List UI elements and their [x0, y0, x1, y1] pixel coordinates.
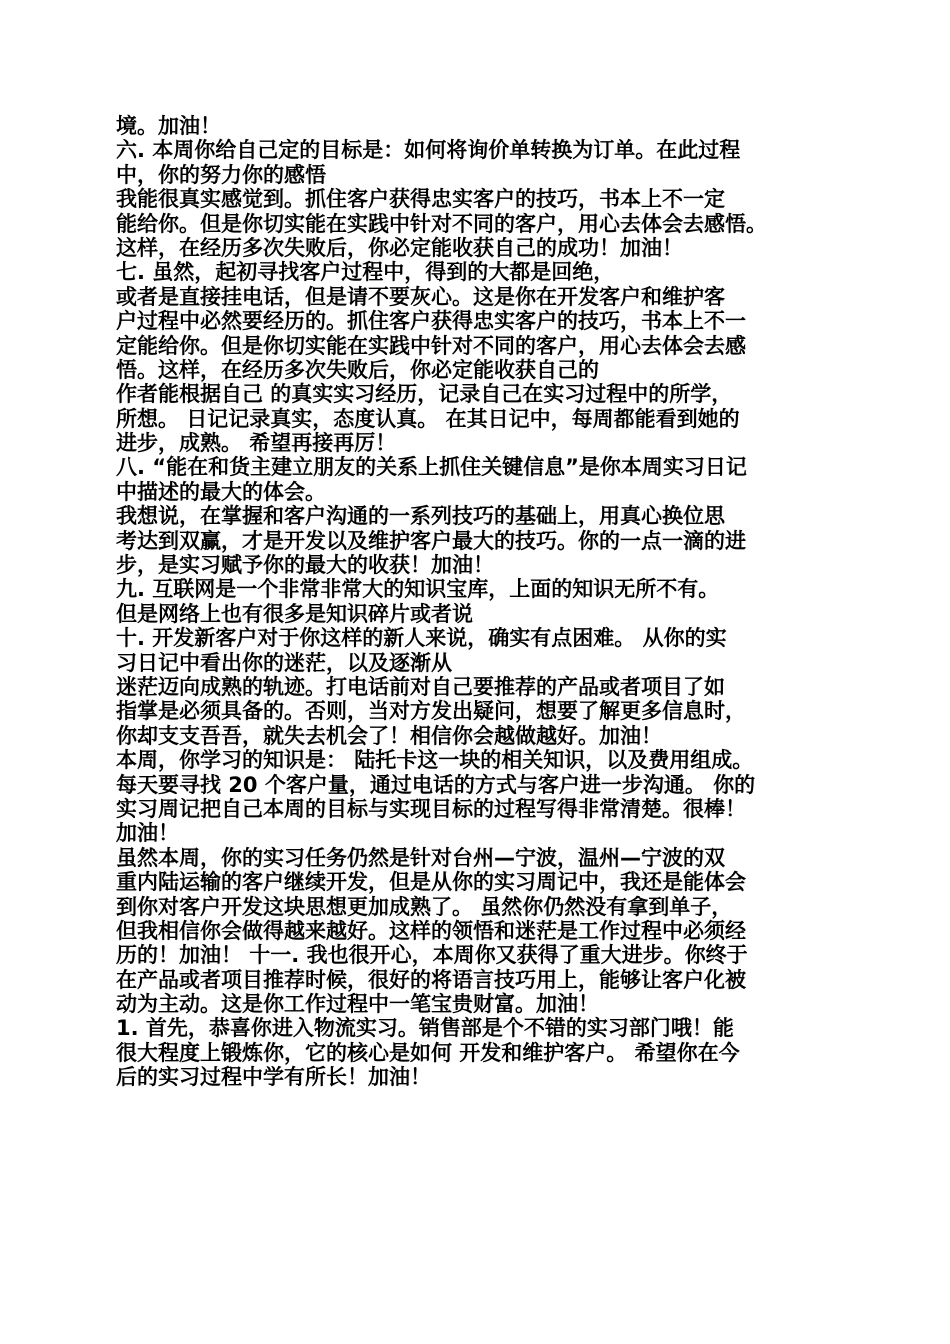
text-line: 指掌是必须具备的。否则，当对方发出疑问，想要了解更多信息时，: [116, 699, 746, 724]
text-line: 悟。这样，在经历多次失败后，你必定能收获自己的: [116, 357, 599, 382]
text-line: 境。加油！: [116, 114, 221, 138]
text-line: 步，是实习赋予你的最大的收获！加油！: [116, 553, 494, 578]
text-line: 九. 互联网是一个非常非常大的知识宝库，上面的知识无所不有。: [116, 577, 720, 602]
text-line: 作者能根据自己 的真实实习经历，记录自己在实习过程中的所学，: [116, 382, 733, 407]
text-line: 八. “能在和货主建立朋友的关系上抓住关键信息”是你本周实习日记: [116, 455, 747, 480]
text-line: 本周，你学习的知识是： 陆托卡这一块的相关知识，以及费用组成。: [116, 748, 754, 773]
text-line: 定能给你。但是你切实能在实践中针对不同的客户，用心去体会去感: [116, 333, 746, 358]
text-line: 中，你的努力你的感悟: [116, 162, 326, 187]
text-line: 历的！加油！ 十一. 我也很开心，本周你又获得了重大进步。你终于: [116, 943, 748, 968]
text-line: 我能很真实感觉到。抓住客户获得忠实客户的技巧，书本上不一定: [116, 187, 725, 212]
text-line: 动为主动。这是你工作过程中一笔宝贵财富。加油！: [116, 992, 599, 1017]
text-line: 能给你。但是你切实能在实践中针对不同的客户，用心去体会去感悟。: [116, 211, 767, 236]
text-line: 到你对客户开发这块思想更加成熟了。 虽然你仍然没有拿到单子，: [116, 894, 733, 919]
text-line: 考达到双赢，才是开发以及维护客户最大的技巧。你的一点一滴的进: [116, 528, 746, 553]
text-line: 但是网络上也有很多是知识碎片或者说: [116, 601, 473, 626]
text-line: 实习周记把自己本周的目标与实现目标的过程写得非常清楚。很棒！: [116, 796, 746, 821]
text-line: 所想。 日记记录真实，态度认真。 在其日记中，每周都能看到她的: [116, 406, 740, 431]
text-line: 习日记中看出你的迷茫，以及逐渐从: [116, 650, 452, 675]
text-line: 我想说，在掌握和客户沟通的一系列技巧的基础上，用真心换位思: [116, 504, 725, 529]
text-line: 但我相信你会做得越来越好。这样的领悟和迷茫是工作过程中必须经: [116, 918, 746, 943]
text-line: 每天要寻找 20 个客户量，通过电话的方式与客户进一步沟通。 你的: [116, 772, 756, 797]
text-line: 七. 虽然，起初寻找客户过程中，得到的大都是回绝，: [116, 260, 615, 285]
text-line: 进步，成熟。 希望再接再厉！: [116, 431, 397, 456]
text-line: 重内陆运输的客户继续开发，但是从你的实习周记中，我还是能体会: [116, 870, 746, 895]
text-line: 中描述的最大的体会。: [116, 479, 326, 504]
text-line: 1. 首先，恭喜你进入物流实习。销售部是个不错的实习部门哦！能: [116, 1016, 734, 1041]
text-line: 户过程中必然要经历的。抓住客户获得忠实客户的技巧，书本上不一: [116, 309, 746, 334]
text-line: 十. 开发新客户对于你这样的新人来说，确实有点困难。 从你的实: [116, 626, 727, 651]
text-line: 这样，在经历多次失败后，你必定能收获自己的成功！加油！: [116, 235, 683, 260]
text-line: 后的实习过程中学有所长！加油！: [116, 1065, 431, 1090]
text-line: 虽然本周，你的实习任务仍然是针对台州—宁波，温州—宁波的双: [116, 845, 725, 870]
document-body: [116, 114, 836, 1090]
text-line: 或者是直接挂电话，但是请不要灰心。这是你在开发客户和维护客: [116, 284, 725, 309]
text-line: 你却支支吾吾，就失去机会了！相信你会越做越好。加油！: [116, 723, 662, 748]
text-line: 六. 本周你给自己定的目标是：如何将询价单转换为订单。在此过程: [116, 138, 741, 163]
text-line: 在产品或者项目推荐时候，很好的将语言技巧用上，能够让客户化被: [116, 967, 746, 992]
text-line: 迷茫迈向成熟的轨迹。打电话前对自己要推荐的产品或者项目了如: [116, 674, 725, 699]
text-line: 很大程度上锻炼你，它的核心是如何 开发和维护客户。 希望你在今: [116, 1040, 740, 1065]
text-line: 加油！: [116, 821, 179, 846]
